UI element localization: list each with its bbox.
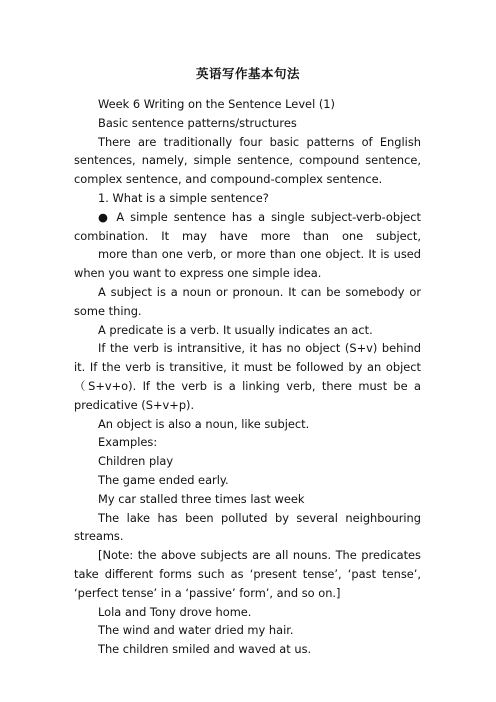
example-sentence: Children play (98, 454, 174, 469)
paragraph-bullet-definition: ● A simple sentence has a single subject-verb-object combination. It may have more than one subject, (74, 209, 421, 243)
example-sentence: My car stalled three times last week (98, 491, 305, 506)
example-sentence: The game ended early. (98, 472, 229, 487)
paragraph-definition-continued: more than one verb, or more than one object. It is used when you want to express one simple idea. (74, 247, 421, 281)
paragraph-object: An object is also a noun, like subject. (98, 416, 310, 431)
paragraph-subheading: Basic sentence patterns/structures (98, 115, 297, 130)
paragraph-verb-types: If the verb is intransitive, it has no object (S+v) behind it. If the verb is transitive, it must be followed by an object （S+v+o). If the verb is a linking verb, there must be a predicative (S+v+p). (74, 341, 421, 412)
paragraph-week-heading: Week 6 Writing on the Sentence Level (1) (98, 97, 335, 111)
paragraph-predicate: A predicate is a verb. It usually indicates an act. (98, 322, 373, 337)
example-sentence: Lola and Tony drove home. (98, 604, 252, 619)
paragraph-question: 1. What is a simple sentence? (98, 190, 269, 205)
example-sentence: The children smiled and waved at us. (98, 642, 312, 657)
paragraph-examples-label: Examples: (98, 435, 158, 450)
paragraph-subject: A subject is a noun or pronoun. It can be somebody or some thing. (74, 284, 421, 318)
example-sentence: The wind and water dried my hair. (98, 623, 294, 638)
document-body (74, 95, 421, 659)
paragraph-note: [Note: the above subjects are all nouns. The predicates take different forms such as ‘present tense’, ‘past tense’, ‘perfect tense’ in a ‘passive’ form’, and so on.] (74, 548, 421, 600)
example-sentence: The lake has been polluted by several neighbouring streams. (74, 510, 421, 544)
paragraph-intro: There are traditionally four basic patterns of English sentences, namely, simple sentence, compound sentence, complex sentence, and compound-complex sentence. (74, 134, 421, 187)
page-title: 英语写作基本句法 (195, 66, 300, 81)
